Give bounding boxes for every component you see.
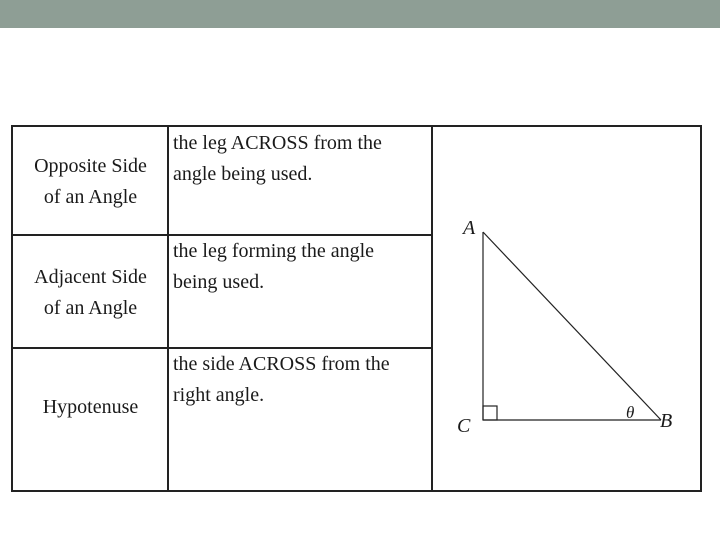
vertex-label-a: A — [463, 217, 476, 239]
term-hypotenuse — [13, 392, 168, 423]
term-line: Adjacent Side — [34, 266, 147, 288]
definition-line: the side ACROSS from the — [173, 353, 390, 375]
header-bar — [0, 0, 720, 28]
definition-opposite-side — [173, 128, 433, 190]
right-triangle-diagram — [433, 127, 700, 490]
definition-line: the leg forming the angle — [173, 240, 375, 262]
triangle-hypotenuse — [483, 232, 661, 420]
vertex-label-c: C — [457, 415, 471, 437]
term-line: of an Angle — [43, 186, 138, 208]
vertex-label-b: B — [660, 410, 673, 432]
term-opposite-side — [13, 151, 168, 213]
definition-line: right angle. — [173, 384, 265, 406]
term-adjacent-side — [13, 262, 168, 324]
definition-hypotenuse — [173, 349, 433, 411]
term-line: of an Angle — [43, 297, 138, 319]
angle-theta-label: θ — [626, 403, 635, 422]
term-line: Opposite Side — [34, 155, 147, 177]
term-line: Hypotenuse — [42, 396, 139, 418]
definition-line: the leg ACROSS from the — [173, 132, 382, 154]
definition-adjacent-side — [173, 236, 433, 298]
right-angle-marker — [483, 406, 497, 420]
definition-line: angle being used. — [173, 163, 313, 185]
definition-line: being used. — [173, 271, 265, 293]
definitions-table — [11, 125, 702, 492]
